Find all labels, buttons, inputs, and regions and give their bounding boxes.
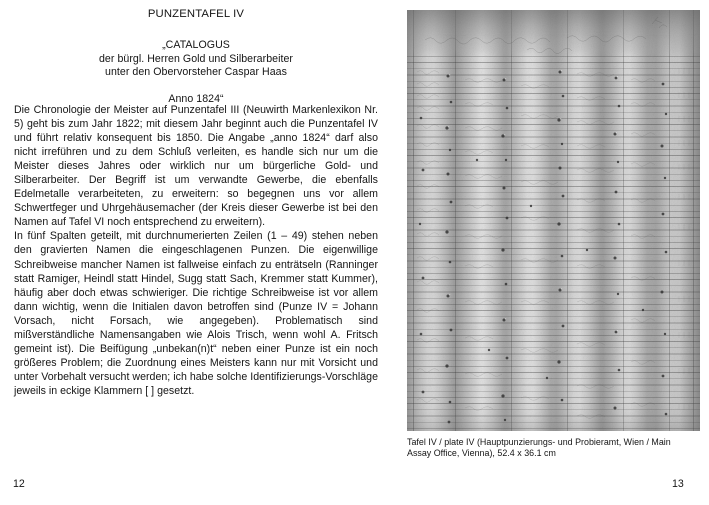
paragraph-1: Die Chronologie der Meister auf Punzentafel III (Neuwirth Markenlexikon Nr. 5) geht bis zum Jahr 1822; mit diesem Jahr beginnt auch die Punzentafel IV und führt relativ konsequent bis 1850. Die Angabe „anno 1824“ darf also nicht irreführen und zu dem Schluß verleiten, es handle sich nur um die Meister dieses Jahres oder wirklich nur um bürgerliche Gold- und Silberarbeiter. Der Begriff ist um verwandte Gewerbe, die ebenfalls Edelmetalle verarbeiteten, zu erweitern: so begegnen uns vor allem Schwertfeger und Uhrgehäusemacher (der Kreis dieser Gewerbe ist bei den Namen auf Tafel VI noch entsprechend zu erweitern). [14,104,378,229]
page-number-left: 12 [13,478,25,490]
catalogus-heading [0,39,392,80]
catalogus-line-2: der bürgl. Herren Gold und Silberarbeiter [98,52,293,65]
heading-block [0,8,392,105]
page-number-right: 13 [672,478,684,490]
photo-vignette [407,10,700,431]
page-title: PUNZENTAFEL IV [147,8,245,20]
right-page [392,0,709,505]
body-text [14,103,378,398]
catalogus-line-3: unter den Obervorsteher Caspar Haas [105,66,287,79]
photo-caption: Tafel IV / plate IV (Hauptpunzierungs- und Probieramt, Wien / Main Assay Office, Vienna), 52.4 x 36.1 cm [407,437,671,459]
catalogus-line-4-anno: Anno 1824“ [168,92,224,105]
punzentafel-photograph [407,10,700,431]
paragraph-2: In fünf Spalten geteilt, mit durchnumerierten Zeilen (1 – 49) stehen neben den gravierten Namen die eingeschlagenen Punzen. Die eigenwillige Schreibweise mancher Namen ist fallweise einfach zu enträtseln (Ranninger statt Ramiger, Heindl statt Hindel, Sugg statt Sach, Kremmer statt Kummer), häufig aber doch etwas schwieriger. Die richtige Schreibweise ist vor allem dann wichtig, wenn die Initialen davon betroffen sind (Punze IV = Johann Vorsach, nicht Forsach, wie angegeben). Problematisch sind mißverständliche Namensangaben wie Alois Trisch, wenn wohl A. Fritsch gemeint ist). Die Beifügung „unbekan(n)t“ neben einer Punze ist ein noch größeres Problem; die Zuordnung eines Meisters kann nur mit Vorsicht und unter Vorbehalt versucht werden; ich habe solche Identifizierungs-Vorschläge jeweils in eckige Klammern [ ] gesetzt. [14,230,378,397]
catalogus-line-1: „CATALOGUS [162,39,230,51]
